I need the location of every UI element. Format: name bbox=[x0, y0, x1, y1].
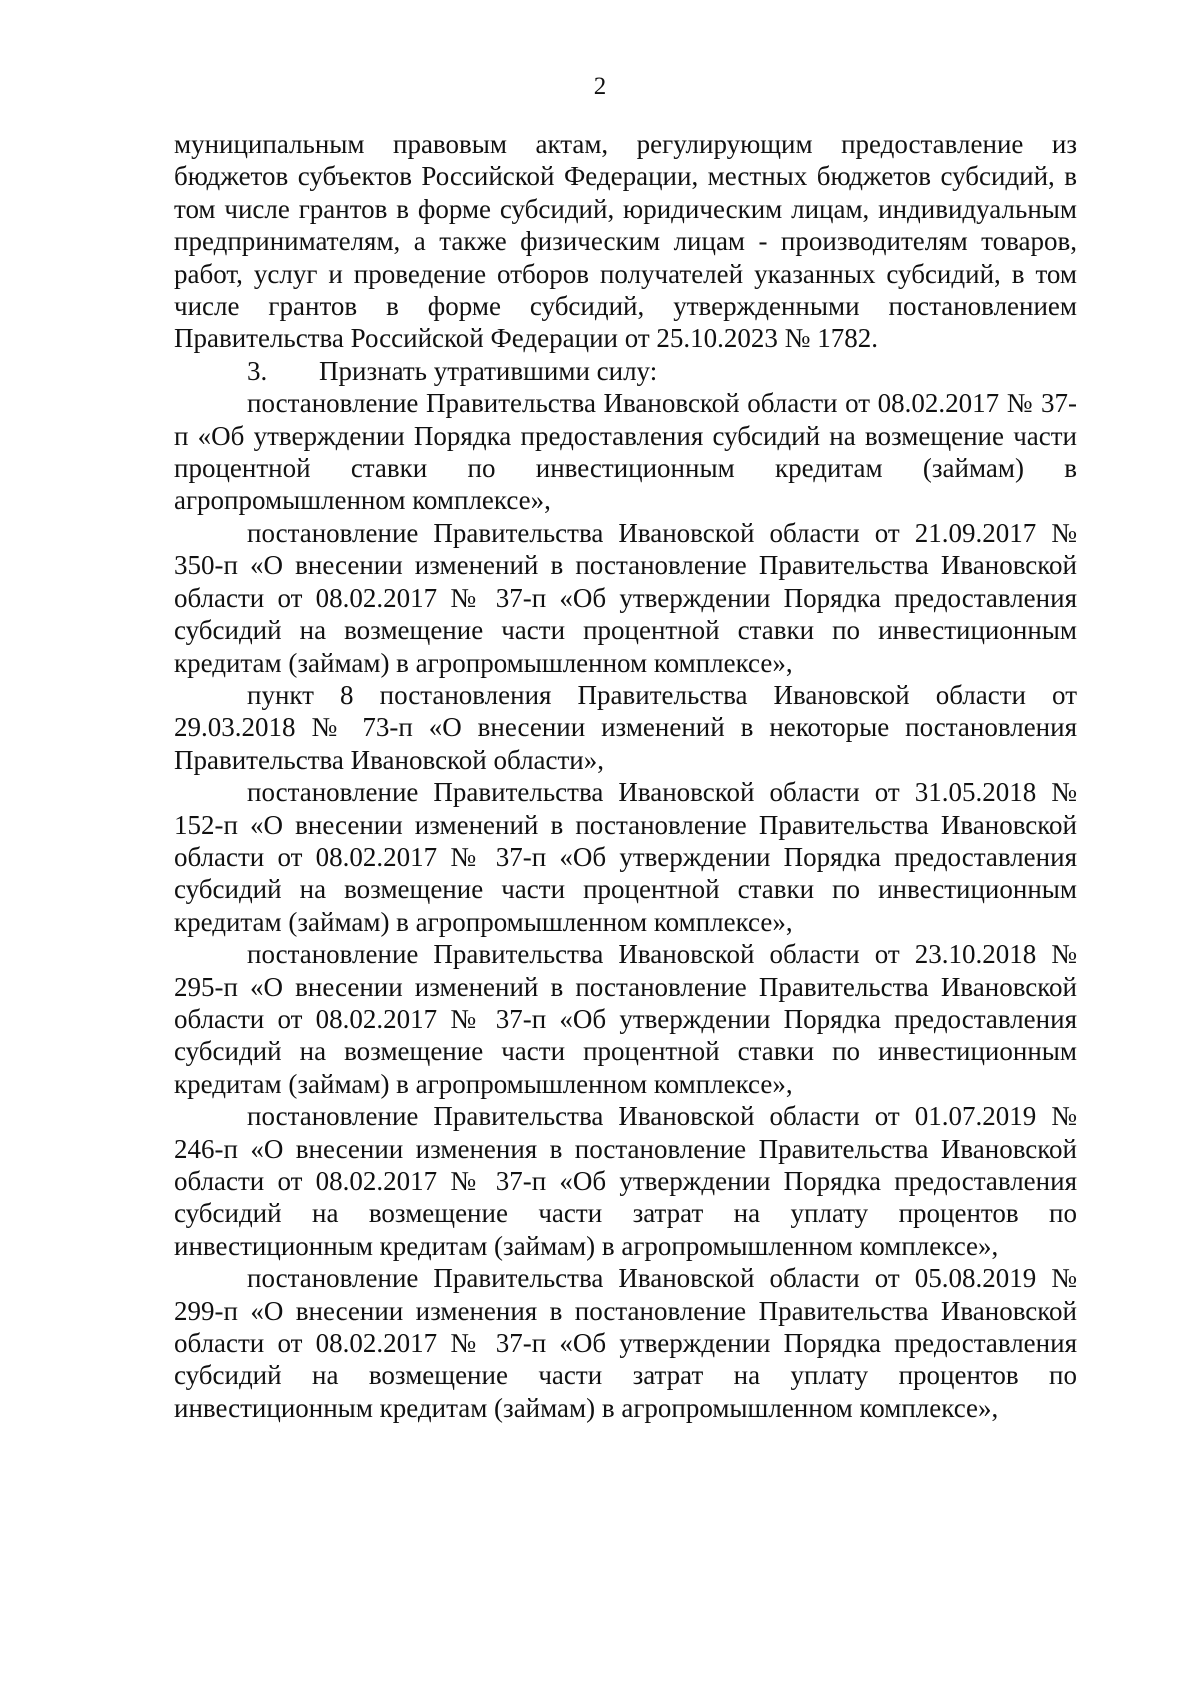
repealed-act-3: пункт 8 постановления Правительства Ивановской области от 29.03.2018 № 73-п «О внесении изменений в некоторые постановления Правительства Ивановской области», bbox=[174, 679, 1077, 775]
repealed-act-1: постановление Правительства Ивановской области от 08.02.2017 № 37-п «Об утверждении Порядка предоставления субсидий на возмещение части процентной ставки по инвестиционным кредитам (займам) в агропромышленном комплексе», bbox=[174, 388, 1077, 516]
repealed-act-6: постановление Правительства Ивановской области от 01.07.2019 № 246-п «О внесении изменения в постановление Правительства Ивановской области от 08.02.2017 № 37-п «Об утверждении Порядка предоставления субсидий на возмещение части затрат на уплату процентов по инвестиционным кредитам (займам) в агропромышленном комплексе», bbox=[174, 1101, 1077, 1261]
item-3 bbox=[174, 355, 1077, 387]
document-body bbox=[174, 128, 1077, 1424]
repealed-act-4: постановление Правительства Ивановской области от 31.05.2018 № 152-п «О внесении изменений в постановление Правительства Ивановской области от 08.02.2017 № 37-п «Об утверждении Порядка предоставления субсидий на возмещение части процентной ставки по инвестиционным кредитам (займам) в агропромышленном комплексе», bbox=[174, 777, 1077, 937]
item-3-number: 3. bbox=[247, 355, 268, 386]
page-number: 2 bbox=[593, 73, 607, 100]
repealed-act-2: постановление Правительства Ивановской области от 21.09.2017 № 350-п «О внесении изменений в постановление Правительства Ивановской области от 08.02.2017 № 37-п «Об утверждении Порядка предоставления субсидий на возмещение части процентной ставки по инвестиционным кредитам (займам) в агропромышленном комплексе», bbox=[174, 517, 1077, 678]
item-3-text: Признать утратившими силу: bbox=[319, 355, 658, 386]
repealed-act-7: постановление Правительства Ивановской области от 05.08.2019 № 299-п «О внесении изменения в постановление Правительства Ивановской области от 08.02.2017 № 37-п «Об утверждении Порядка предоставления субсидий на возмещение части затрат на уплату процентов по инвестиционным кредитам (займам) в агропромышленном комплексе», bbox=[174, 1263, 1077, 1423]
repealed-act-5: постановление Правительства Ивановской области от 23.10.2018 № 295-п «О внесении изменений в постановление Правительства Ивановской области от 08.02.2017 № 37-п «Об утверждении Порядка предоставления субсидий на возмещение части процентной ставки по инвестиционным кредитам (займам) в агропромышленном комплексе», bbox=[174, 939, 1077, 1099]
continuation-paragraph: муниципальным правовым актам, регулирующим предоставление из бюджетов субъектов Российской Федерации, местных бюджетов субсидий, в том числе грантов в форме субсидий, юридическим лицам, индивидуальным предпринимателям, а также физическим лицам - производителям товаров, работ, услуг и проведение отборов получателей указанных субсидий, в том числе грантов в форме субсидий, утвержденными постановлением Правительства Российской Федерации от 25.10.2023 № 1782. bbox=[174, 129, 1077, 354]
